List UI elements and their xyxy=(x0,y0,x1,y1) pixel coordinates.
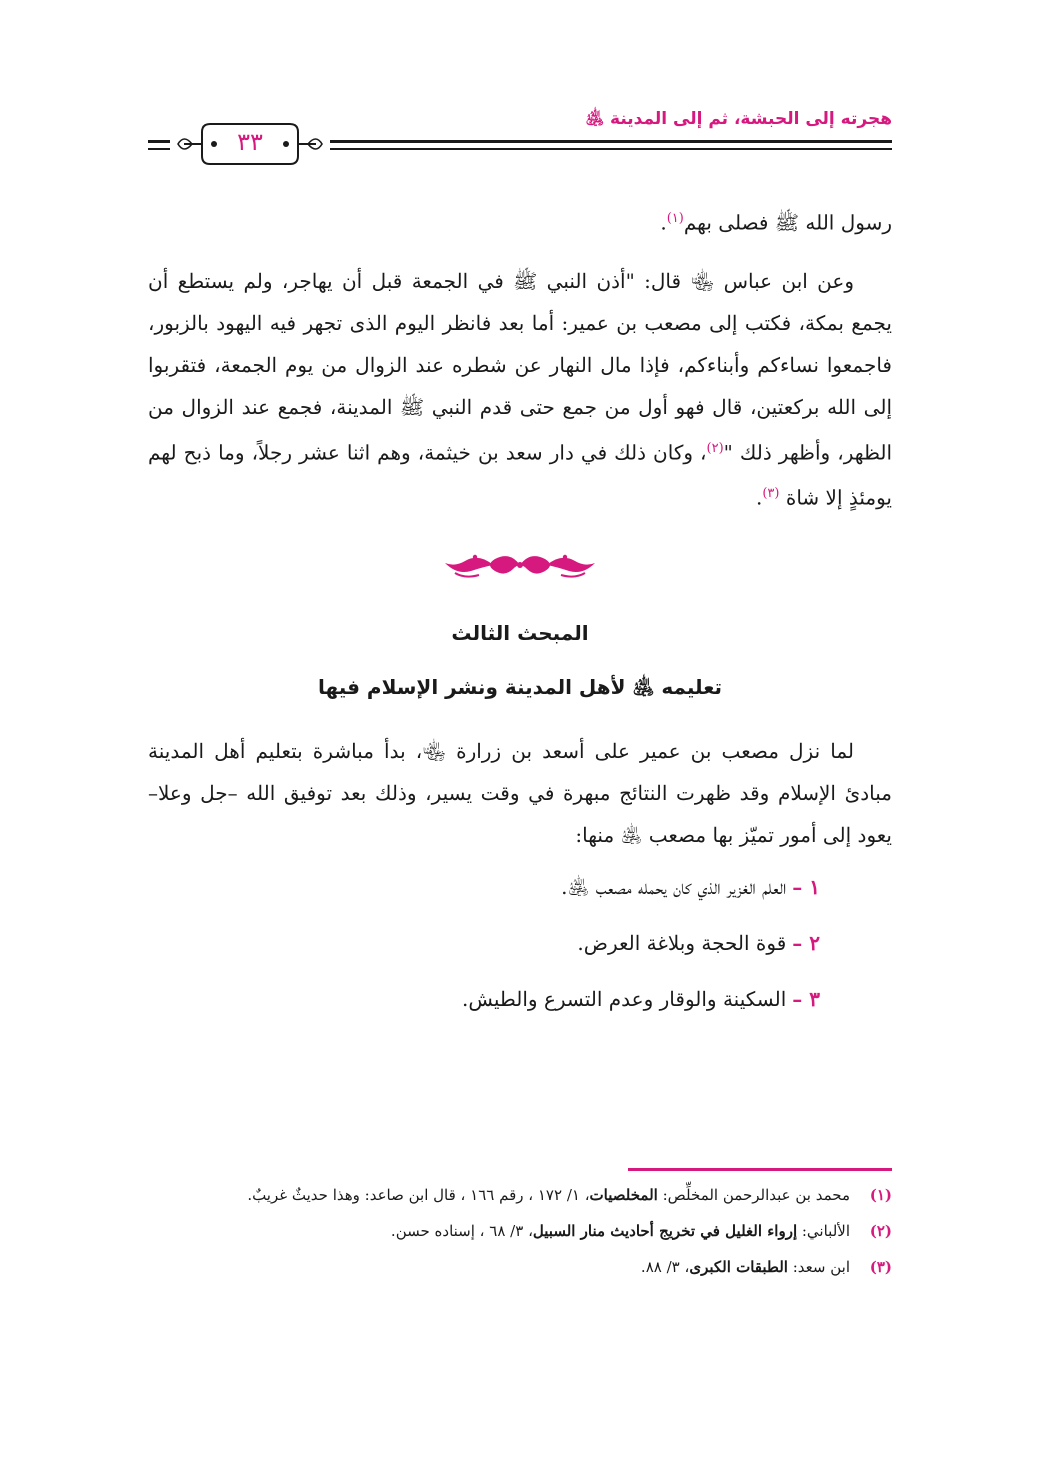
page-number: ٣٣ xyxy=(237,128,263,156)
footnote-separator xyxy=(628,1168,892,1171)
footnotes xyxy=(148,1180,892,1288)
paragraph-1-end: . xyxy=(660,210,667,235)
page-header xyxy=(148,108,892,178)
footnote-number: (٢) xyxy=(869,1222,892,1240)
footnote-source-title: الطبقات الكبرى xyxy=(689,1258,788,1276)
list-item-number: ٢ – xyxy=(792,930,820,955)
footnote-author: ابن سعد: xyxy=(787,1258,850,1276)
list-item-text: قوة الحجة وبلاغة العرض. xyxy=(577,930,787,955)
footnote-text xyxy=(391,1216,850,1246)
footnote-details: ، ٣/ ٦٨ ، إسناده حسن. xyxy=(390,1222,533,1240)
footnote-source-title: إرواء الغليل في تخريج أحاديث منار السبيل xyxy=(532,1222,798,1240)
floral-divider-icon xyxy=(435,545,605,585)
section-divider xyxy=(148,545,892,585)
footnote-text xyxy=(247,1180,850,1210)
running-title: هجرته إلى الحبشة، ثم إلى المدينة ﵁ xyxy=(585,109,892,129)
footnote-3 xyxy=(148,1252,892,1282)
list-item xyxy=(148,978,892,1020)
list-item-text: السكينة والوقار وعدم التسرع والطيش. xyxy=(461,986,787,1011)
paragraph-3: لما نزل مصعب بن عمير على أسعد بن زرارة ﵄، بدأ مباشرة بتعليم أهل المدينة مبادئ الإسلام وقد ظهرت النتائج مبهرة في وقت يسير، وذلك بعد توفيق الله –جل وعلا– يعود إلى أمور تميّز بها مصعب ﵁ منها: xyxy=(148,738,892,847)
footnote-ref-3[interactable]: (٣) xyxy=(762,486,780,502)
list-item-number: ١ – xyxy=(792,874,820,899)
footnote-2 xyxy=(148,1216,892,1246)
section-heading: المبحث الثالث xyxy=(451,620,589,645)
list-item-number: ٣ – xyxy=(792,986,820,1011)
footnote-number: (١) xyxy=(869,1186,892,1204)
footnote-author: محمد بن عبدالرحمن المخلِّص: xyxy=(657,1186,850,1204)
paragraph-2-end: . xyxy=(755,485,763,510)
footnote-ref-2[interactable]: (٢) xyxy=(706,440,724,456)
footnote-ref-1[interactable]: (١) xyxy=(666,211,684,226)
paragraph-1-text: رسول الله ﷺ فصلى بهم xyxy=(683,210,892,235)
main-content xyxy=(148,198,892,1034)
footnote-details: ، ٣/ ٨٨. xyxy=(640,1258,690,1276)
list-item-text: العلم الغزير الذي كان يحمله مصعب ﵁. xyxy=(561,874,787,899)
paragraph-1 xyxy=(148,198,892,244)
points-list xyxy=(148,866,892,1020)
footnote-details: ، ١/ ١٧٢ ، رقم ١٦٦ ، قال ابن صاعد: وهذا حديثٌ غريبٌ. xyxy=(247,1186,590,1204)
list-item xyxy=(148,922,892,964)
paragraph-2-text-cont: ، وكان ذلك في دار سعد بن خيثمة، وهم اثنا عشر رجلاً، وما ذبح لهم يومئذٍ إلا شاة xyxy=(148,440,892,510)
footnote-1 xyxy=(148,1180,892,1210)
paragraph-2 xyxy=(148,260,892,519)
footnote-text xyxy=(641,1252,850,1282)
footnote-author: الألباني: xyxy=(797,1222,850,1240)
list-item xyxy=(148,866,892,908)
footnote-source-title: المخلصيات xyxy=(589,1186,658,1204)
section-title: تعليمه ﵁ لأهل المدينة ونشر الإسلام فيها xyxy=(317,674,723,699)
page-number-frame xyxy=(170,120,330,168)
paragraph-2-text: وعن ابن عباس ﵄ قال: "أذن النبي ﷺ في الجمعة قبل أن يهاجر، ولم يستطع أن يجمع بمكة، فكتب إلى مصعب بن عمير: أما بعد فانظر اليوم الذى تجهر فيه اليهود بالزبور، فاجمعوا نساءكم وأبناءكم، فإذا مال النهار عن شطره عند الزوال من يوم الجمعة، فتقربوا إلى الله بركعتين، قال فهو أول من جمع حتى قدم النبي ﷺ المدينة، فجمع عند الزوال من الظهر، وأظهر ذلك " xyxy=(148,268,892,465)
footnote-number: (٣) xyxy=(869,1258,892,1276)
